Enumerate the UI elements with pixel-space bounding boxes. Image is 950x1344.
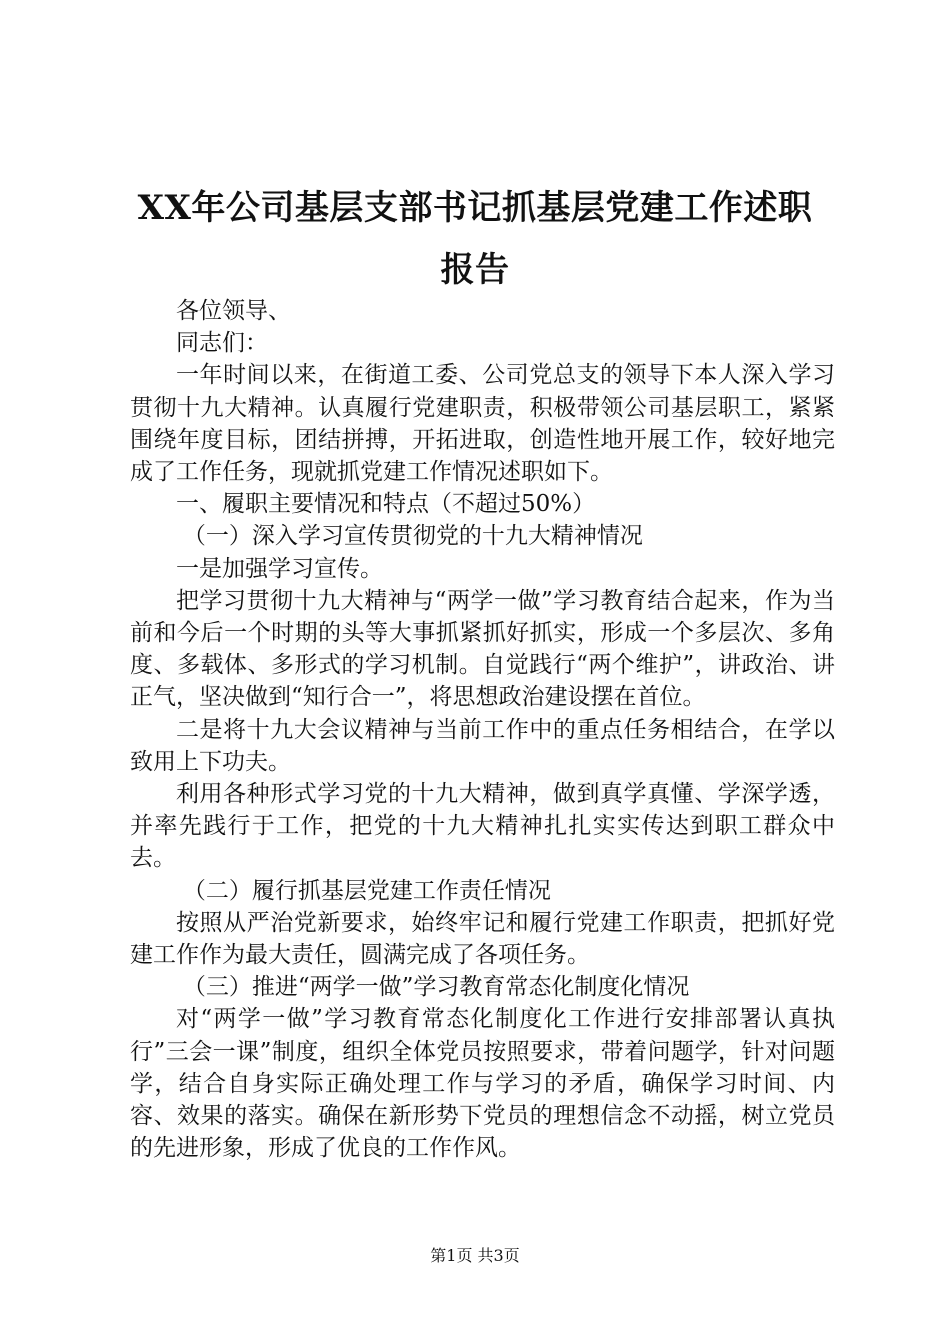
- subsection-heading-1: （一）深入学习宣传贯彻党的十九大精神情况: [182, 523, 643, 550]
- paragraph-study-forms: 利用各种形式学习党的十九大精神，做到真学真懂、学深学透，并率先践行于工作，把党的十九大精神扎扎实实传达到职工群众中去。: [130, 781, 835, 872]
- salutation-line1: 各位领导、: [176, 298, 291, 324]
- paragraph-point-2: 二是将十九大会议精神与当前工作中的重点任务相结合，在学以致用上下功夫。: [130, 716, 835, 775]
- section-heading-1: 一、履职主要情况和特点（不超过50%）: [176, 491, 596, 518]
- intro-paragraph: 一年时间以来，在街道工委、公司党总支的领导下本人深入学习贯彻十九大精神。认真履行党建职责，积极带领公司基层职工，紧紧围绕年度目标，团结拼搏，开拓进取，创造性地开展工作，较好地完成了工作任务，现就抓党建工作情况述职如下。: [130, 362, 835, 486]
- paragraph-two-studies: 对“两学一做”学习教育常态化制度化工作进行安排部署认真执行”三会一课”制度，组织全体党员按照要求，带着问题学，针对问题学，结合自身实际正确处理工作与学习的矛盾，确保学习时间、内容、效果的落实。确保在新形势下党员的理想信念不动摇，树立党员的先进形象，形成了优良的工作作风。: [130, 1006, 835, 1162]
- page-number-footer: 第1页 共3页: [430, 1246, 520, 1265]
- document-title-line2: 报告: [440, 250, 510, 290]
- salutation-line2: 同志们：: [176, 330, 268, 357]
- document-title-line1: XX年公司基层支部书记抓基层党建工作述职: [137, 188, 813, 228]
- subsection-heading-3: （三）推进“两学一做”学习教育常态化制度化情况: [182, 974, 690, 1001]
- subsection-heading-2: （二）履行抓基层党建工作责任情况: [182, 877, 551, 904]
- document-body: [130, 295, 835, 1164]
- paragraph-responsibility: 按照从严治党新要求，始终牢记和履行党建工作职责，把抓好党建工作作为最大责任，圆满完成了各项任务。: [130, 909, 835, 969]
- paragraph-study-mechanism: 把学习贯彻十九大精神与“两学一做”学习教育结合起来，作为当前和今后一个时期的头等大事抓紧抓好抓实，形成一个多层次、多角度、多载体、多形式的学习机制。自觉践行“两个维护”，讲政治、讲正气，坚决做到“知行合一”，将思想政治建设摆在首位。: [130, 587, 835, 711]
- paragraph-point-1: 一是加强学习宣传。: [176, 555, 383, 582]
